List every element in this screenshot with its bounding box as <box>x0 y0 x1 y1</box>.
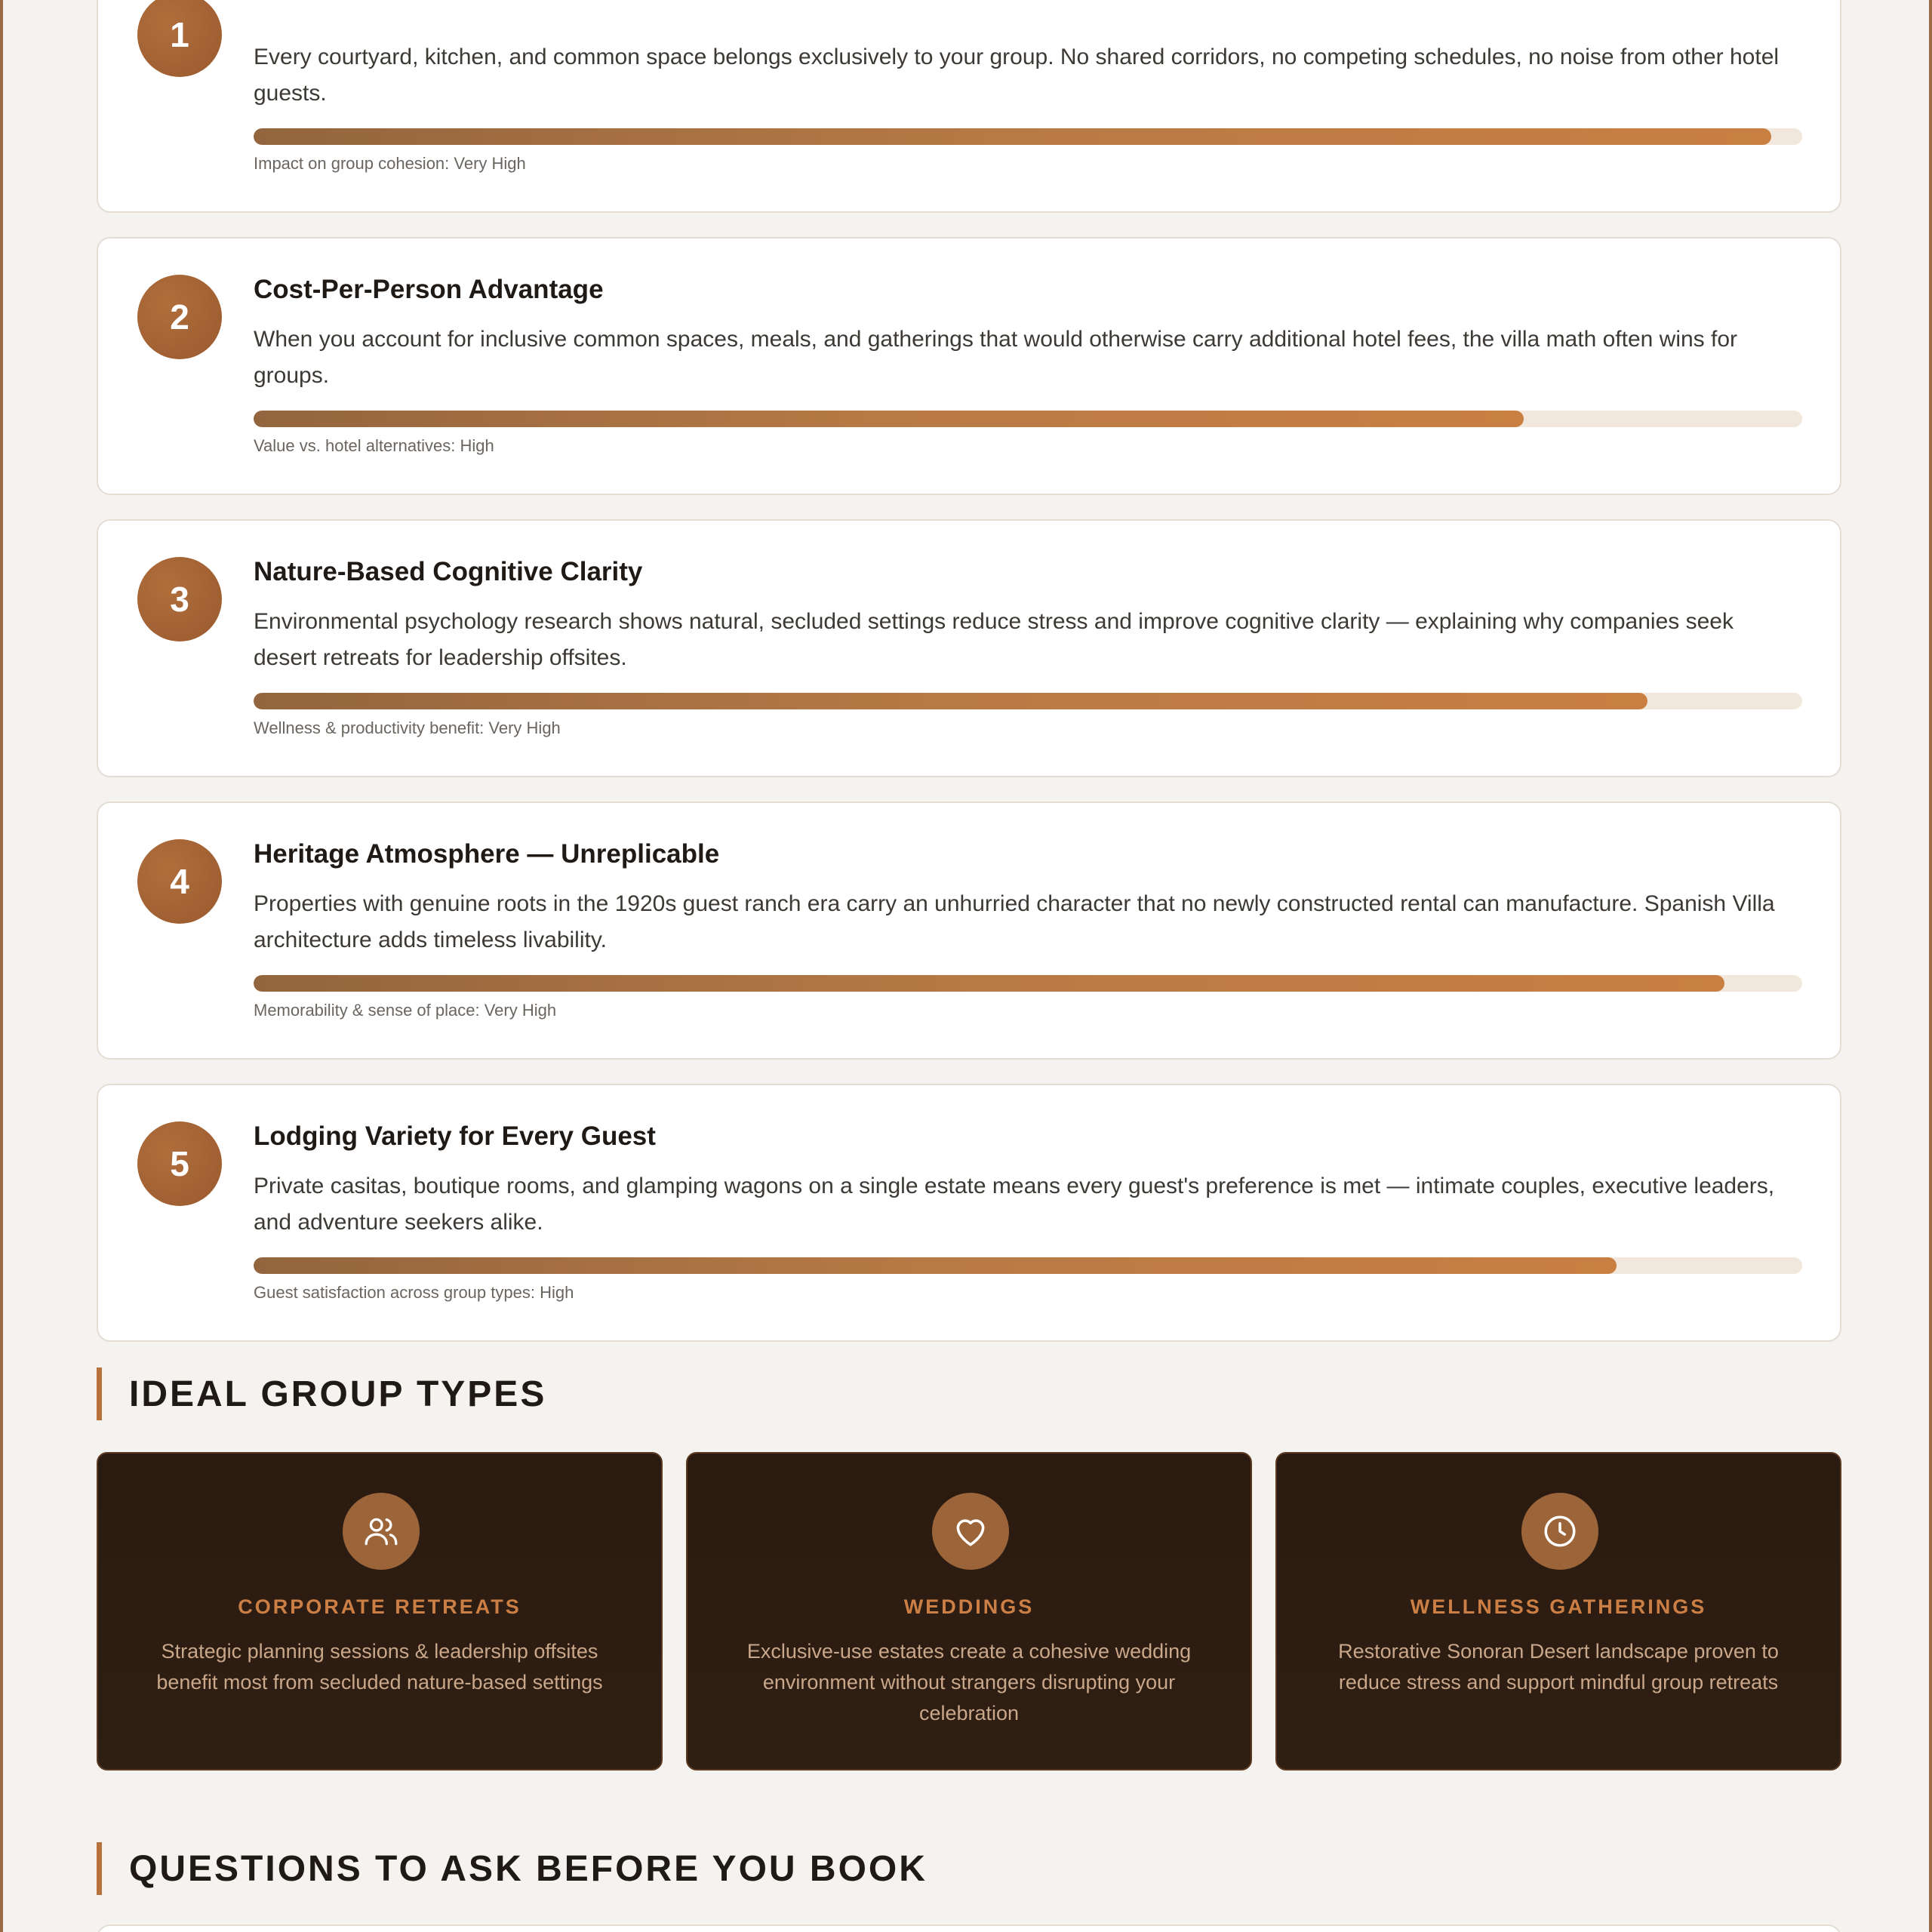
factor-number-badge: 2 <box>137 275 222 359</box>
factor-description: Environmental psychology research shows natural, secluded settings reduce stress and improve cognitive clarity — explaining why companies seek desert retreats for leadership offsites. <box>254 609 1734 670</box>
factor-card-4 <box>97 801 1841 1060</box>
factor-meter-fill <box>254 411 1524 427</box>
factor-card-3 <box>97 519 1841 777</box>
factor-card-5 <box>97 1084 1841 1342</box>
section-title-questions: QUESTIONS TO ASK BEFORE YOU BOOK <box>97 1842 928 1895</box>
factor-meter-label: Wellness & productivity benefit: Very High <box>254 718 561 737</box>
factor-meter-label: Guest satisfaction across group types: High <box>254 1283 574 1302</box>
factor-number-badge: 1 <box>137 0 222 77</box>
factor-title: Nature-Based Cognitive Clarity <box>254 557 643 586</box>
factor-meter-track <box>254 975 1802 992</box>
factor-meter-label: Memorability & sense of place: Very High <box>254 1001 557 1020</box>
factor-meter-track <box>254 1257 1802 1274</box>
factor-card-1 <box>97 0 1841 213</box>
factor-description: Every courtyard, kitchen, and common space belongs exclusively to your group. No shared corridors, no competing schedules, no noise from other hotel guests. <box>254 45 1780 106</box>
factor-meter-label: Value vs. hotel alternatives: High <box>254 436 494 455</box>
group-card-description: Restorative Sonoran Desert landscape proven to reduce stress and support mindful group retreats <box>1338 1640 1779 1694</box>
factor-number-badge: 4 <box>137 839 222 924</box>
factor-meter-track <box>254 411 1802 427</box>
group-types-grid <box>97 1452 1841 1770</box>
factor-card-2 <box>97 237 1841 495</box>
users-icon <box>343 1493 420 1570</box>
factor-title: Lodging Variety for Every Guest <box>254 1121 656 1151</box>
factor-list <box>97 0 1841 1366</box>
question-card[interactable] <box>97 1924 1841 1932</box>
factor-meter-fill <box>254 128 1771 145</box>
factor-title: Heritage Atmosphere — Unreplicable <box>254 839 720 869</box>
factor-meter-track <box>254 128 1802 145</box>
heart-icon <box>932 1493 1009 1570</box>
factor-meter-fill <box>254 975 1724 992</box>
factor-description: Private casitas, boutique rooms, and glamping wagons on a single estate means every guest's preference is met — intimate couples, executive leaders, and adventure seekers alike. <box>254 1174 1775 1235</box>
group-card-description: Exclusive-use estates create a cohesive wedding environment without strangers disrupting your celebration <box>746 1640 1192 1724</box>
group-card-description: Strategic planning sessions & leadership offsites benefit most from secluded nature-based settings <box>156 1640 603 1694</box>
factor-number-badge: 5 <box>137 1121 222 1206</box>
group-card-weddings <box>686 1452 1252 1770</box>
factor-meter-fill <box>254 693 1647 709</box>
factor-meter-fill <box>254 1257 1617 1274</box>
group-card-title: WEDDINGS <box>903 1595 1035 1618</box>
group-card-wellness <box>1275 1452 1841 1770</box>
factor-title: Cost-Per-Person Advantage <box>254 275 604 304</box>
factor-number-badge: 3 <box>137 557 222 641</box>
group-card-title: CORPORATE RETREATS <box>238 1595 521 1618</box>
group-card-title: WELLNESS GATHERINGS <box>1410 1595 1707 1618</box>
factor-description: When you account for inclusive common spaces, meals, and gatherings that would otherwise carry additional hotel fees, the villa math often wins for groups. <box>254 327 1738 388</box>
factor-description: Properties with genuine roots in the 1920s guest ranch era carry an unhurried character that no newly constructed rental can manufacture. Spanish Villa architecture adds timeless livability. <box>254 891 1775 952</box>
factor-meter-track <box>254 693 1802 709</box>
group-card-corporate <box>97 1452 663 1770</box>
section-title-group-types: IDEAL GROUP TYPES <box>97 1367 546 1420</box>
clock-icon <box>1521 1493 1598 1570</box>
factor-meter-label: Impact on group cohesion: Very High <box>254 154 526 173</box>
